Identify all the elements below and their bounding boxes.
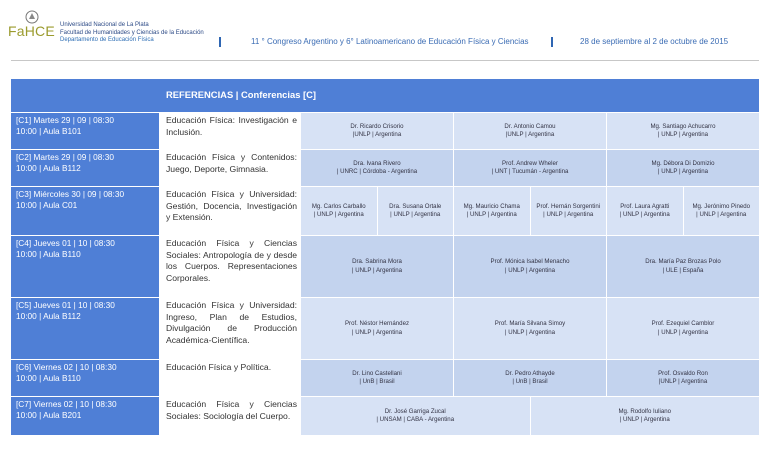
session-time: [C5] Jueves 01 | 10 | 08:30 bbox=[16, 300, 115, 310]
topic-cell: Educación Física: Investigación e Inclusión. bbox=[160, 113, 300, 149]
topic-cell: Educación Física y Política. bbox=[160, 360, 300, 396]
table-row bbox=[11, 236, 759, 297]
speakers-cell bbox=[301, 360, 759, 396]
table-row bbox=[11, 360, 759, 396]
speaker: Prof. Andrew Wheler | UNT | Tucumán - Argentina bbox=[453, 150, 606, 186]
session-cell bbox=[11, 360, 159, 396]
session-time: [C1] Martes 29 | 09 | 08:30 bbox=[16, 115, 114, 125]
speakers-cell bbox=[301, 187, 759, 235]
speaker: Prof. Ezequiel Camblor | UNLP | Argentina bbox=[606, 298, 759, 359]
speaker: Dr. Lino Castellani | UnB | Brasil bbox=[301, 360, 453, 396]
congress-dates: 28 de septiembre al 2 de octubre de 2015 bbox=[580, 37, 729, 46]
session-cell bbox=[11, 150, 159, 186]
topic-cell: Educación Física y Ciencias Sociales: Sociología del Cuerpo. bbox=[160, 397, 300, 435]
speaker: Dra. Susana Ortale | UNLP | Argentina bbox=[377, 187, 454, 235]
logo-text: FaHCE bbox=[8, 23, 55, 39]
speakers-cell bbox=[301, 397, 759, 435]
session-cell bbox=[11, 187, 159, 235]
speaker: Mg. Carlos Carballo | UNLP | Argentina bbox=[301, 187, 377, 235]
session-room: 10:00 | Aula B112 bbox=[16, 163, 81, 173]
speaker: Prof. María Silvana Simoy | UNLP | Argentina bbox=[453, 298, 606, 359]
speaker: Prof. Hernán Sorgentini | UNLP | Argentina bbox=[530, 187, 607, 235]
topic-cell: Educación Física y Ciencias Sociales: Antropología de y desde los Cuerpos. Representaciones Corporales. bbox=[160, 236, 300, 297]
speaker: Prof. Laura Agratti | UNLP | Argentina bbox=[606, 187, 683, 235]
header-divider bbox=[219, 37, 221, 47]
speaker: Mg. Mauricio Chama | UNLP | Argentina bbox=[453, 187, 530, 235]
session-time: [C3] Miércoles 30 | 09 | 08:30 bbox=[16, 189, 125, 199]
speakers-cell bbox=[301, 150, 759, 186]
session-cell bbox=[11, 397, 159, 435]
speaker: Dr. Antonio Camou |UNLP | Argentina bbox=[453, 113, 606, 149]
fahce-logo bbox=[8, 10, 58, 40]
university-seal-icon bbox=[25, 10, 39, 24]
congress-title: 11 ° Congreso Argentino y 6° Latinoamericano de Educación Física y Ciencias bbox=[251, 37, 529, 46]
institution-line: Universidad Nacional de La Plata bbox=[60, 22, 149, 28]
page-header bbox=[0, 0, 768, 70]
session-time: [C2] Martes 29 | 09 | 08:30 bbox=[16, 152, 114, 162]
institution-line: Departamento de Educación Física bbox=[60, 37, 154, 43]
header-divider bbox=[551, 37, 553, 47]
session-time: [C6] Viernes 02 | 10 | 08:30 bbox=[16, 362, 117, 372]
speaker: Mg. Santiago Achucarro | UNLP | Argentina bbox=[606, 113, 759, 149]
table-row bbox=[11, 150, 759, 186]
speaker: Prof. Mónica Isabel Menacho | UNLP | Argentina bbox=[453, 236, 606, 297]
table-row bbox=[11, 187, 759, 235]
speaker: Dra. María Paz Brozas Polo | ULE | España bbox=[606, 236, 759, 297]
institution-line: Facultad de Humanidades y Ciencias de la Educación bbox=[60, 29, 204, 36]
speakers-cell bbox=[301, 298, 759, 359]
table-title: REFERENCIAS | Conferencias [C] bbox=[166, 89, 317, 100]
speaker: Dra. Ivana Rivero | UNRC | Córdoba - Argentina bbox=[301, 150, 453, 186]
header-rule bbox=[11, 60, 759, 61]
session-room: 10:00 | Aula B110 bbox=[16, 373, 81, 383]
speaker: Dr. Ricardo Crisorio |UNLP | Argentina bbox=[301, 113, 453, 149]
speaker: Mg. Rodolfo Iuliano | UNLP | Argentina bbox=[530, 397, 760, 435]
topic-cell: Educación Física y Universidad: Gestión, Docencia, Investigación y Extensión. bbox=[160, 187, 300, 235]
speaker: Mg. Jerónimo Pinedo | UNLP | Argentina bbox=[683, 187, 760, 235]
session-room: 10:00 | Aula B110 bbox=[16, 249, 81, 259]
topic-cell: Educación Física y Contenidos: Juego, Deporte, Gimnasia. bbox=[160, 150, 300, 186]
speakers-cell bbox=[301, 113, 759, 149]
session-cell bbox=[11, 236, 159, 297]
table-row bbox=[11, 298, 759, 359]
session-room: 10:00 | Aula B112 bbox=[16, 311, 81, 321]
session-cell bbox=[11, 113, 159, 149]
table-row bbox=[11, 397, 759, 435]
session-room: 10:00 | Aula C01 bbox=[16, 200, 78, 210]
speaker: Mg. Débora Di Domizio | UNLP | Argentina bbox=[606, 150, 759, 186]
table-header bbox=[11, 79, 759, 112]
speaker: Prof. Osvaldo Ron |UNLP | Argentina bbox=[606, 360, 759, 396]
session-time: [C4] Jueves 01 | 10 | 08:30 bbox=[16, 238, 115, 248]
speaker: Dr. Pedro Athayde | UnB | Brasil bbox=[453, 360, 606, 396]
speaker: Dra. Sabrina Mora | UNLP | Argentina bbox=[301, 236, 453, 297]
speaker: Prof. Néstor Hernández | UNLP | Argentina bbox=[301, 298, 453, 359]
topic-cell: Educación Física y Universidad: Ingreso, Plan de Estudios, Divulgación de Producción Académica-Científica. bbox=[160, 298, 300, 359]
institution-block bbox=[60, 22, 204, 45]
session-room: 10:00 | Aula B201 bbox=[16, 410, 82, 420]
session-room: 10:00 | Aula B101 bbox=[16, 126, 82, 136]
session-time: [C7] Viernes 02 | 10 | 08:30 bbox=[16, 399, 117, 409]
table-row bbox=[11, 113, 759, 149]
session-cell bbox=[11, 298, 159, 359]
speaker: Dr. José Garriga Zucal | UNSAM | CABA - Argentina bbox=[301, 397, 530, 435]
speakers-cell bbox=[301, 236, 759, 297]
